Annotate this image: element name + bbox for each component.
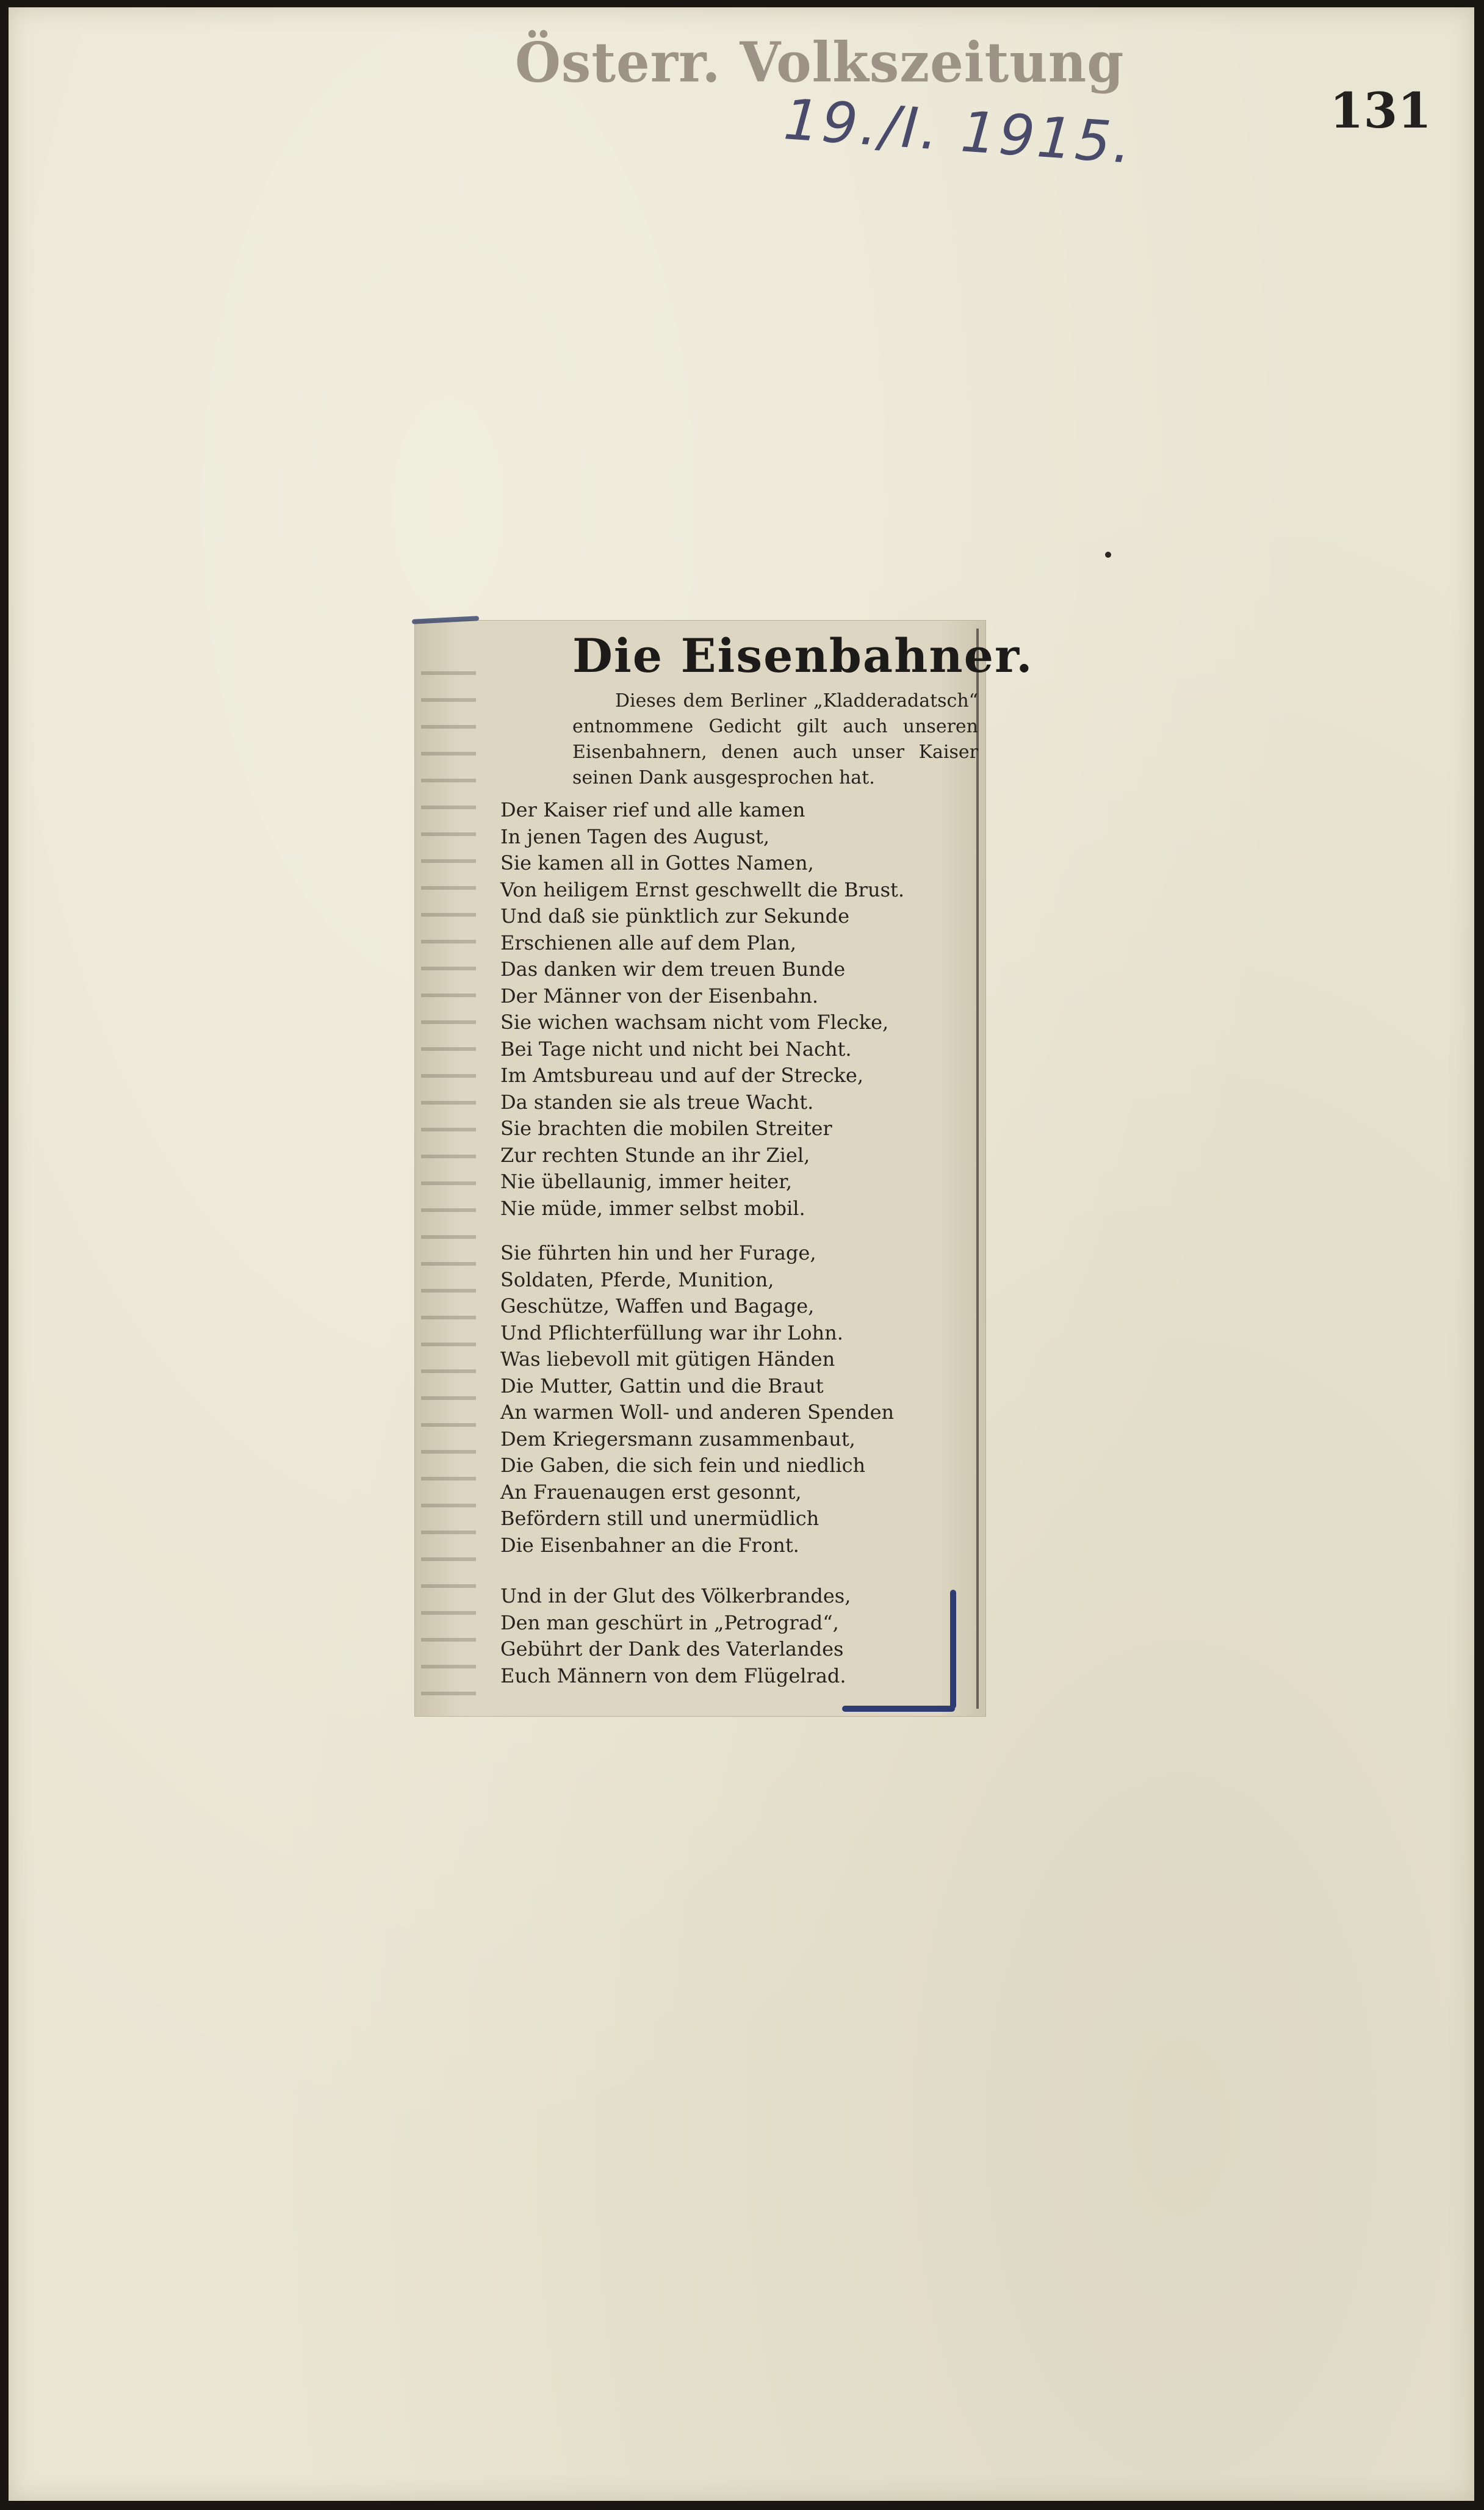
ink-speck [1105, 552, 1111, 558]
bleed-through-marks [421, 671, 476, 1703]
poem-line: Im Amtsbureau und auf der Strecke, [500, 1064, 863, 1087]
poem-intro: Dieses dem Berliner „Kladderadatsch“ entnommene Gedicht gilt auch unseren Eisenbahnern, denen auch unser Kaiser seinen Dank ausgesprochen hat. [572, 690, 978, 788]
newspaper-stamp: Österr. Volkszeitung [515, 30, 1125, 95]
poem-stanza-3 [500, 1583, 851, 1689]
poem-line: Geschütze, Waffen und Bagage, [500, 1294, 815, 1318]
poem-stanza-2 [500, 1240, 894, 1559]
poem-line: Euch Männern von dem Flügelrad. [500, 1664, 846, 1687]
poem-line: Dem Kriegersmann zusammenbaut, [500, 1427, 855, 1451]
poem-line: An warmen Woll- und anderen Spenden [500, 1401, 895, 1424]
poem-line: Erschienen alle auf dem Plan, [500, 931, 797, 954]
poem-line: Der Kaiser rief und alle kamen [500, 798, 805, 821]
poem-line: Und daß sie pünktlich zur Sekunde [500, 904, 850, 928]
poem-line: Nie übellaunig, immer heiter, [500, 1170, 793, 1193]
poem-line: An Frauenaugen erst gesonnt, [500, 1480, 802, 1504]
page-number: 131 [1330, 82, 1432, 139]
poem-line: Sie brachten die mobilen Streiter [500, 1117, 832, 1140]
poem-line: Den man geschürt in „Petrograd“, [500, 1610, 839, 1634]
pencil-mark-bottom [842, 1706, 955, 1712]
poem-line: Sie wichen wachsam nicht vom Flecke, [500, 1011, 889, 1034]
poem-line: Die Mutter, Gattin und die Braut [500, 1374, 824, 1397]
poem-line: Befördern still und unermüdlich [500, 1507, 819, 1530]
poem-line: Nie müde, immer selbst mobil. [500, 1196, 805, 1220]
poem-line: Zur rechten Stunde an ihr Ziel, [500, 1143, 810, 1167]
pencil-mark-right [950, 1590, 956, 1709]
poem-line: Sie kamen all in Gottes Namen, [500, 851, 814, 875]
poem-line: Das danken wir dem treuen Bunde [500, 957, 846, 981]
poem-line: Gebührt der Dank des Vaterlandes [500, 1637, 844, 1661]
poem-title: Die Eisenbahner. [572, 629, 1034, 683]
handwritten-date: 19./I. 1915. [781, 87, 1136, 176]
poem-line: Die Gaben, die sich fein und niedlich [500, 1454, 866, 1477]
poem-line: Bei Tage nicht und nicht bei Nacht. [500, 1037, 852, 1061]
poem-line: Von heiligem Ernst geschwellt die Brust. [500, 878, 905, 901]
poem-line: Und in der Glut des Völkerbrandes, [500, 1584, 851, 1607]
poem-line: Da standen sie als treue Wacht. [500, 1090, 814, 1114]
poem-line: Der Männer von der Eisenbahn. [500, 984, 819, 1008]
poem-line: In jenen Tagen des August, [500, 824, 770, 848]
poem-line: Die Eisenbahner an die Front. [500, 1533, 799, 1557]
poem-line: Soldaten, Pferde, Munition, [500, 1268, 774, 1291]
poem-line: Was liebevoll mit gütigen Händen [500, 1347, 835, 1371]
poem-line: Sie führten hin und her Furage, [500, 1241, 816, 1264]
poem-stanza-1 [500, 797, 904, 1222]
poem-line: Und Pflichterfüllung war ihr Lohn. [500, 1321, 843, 1344]
